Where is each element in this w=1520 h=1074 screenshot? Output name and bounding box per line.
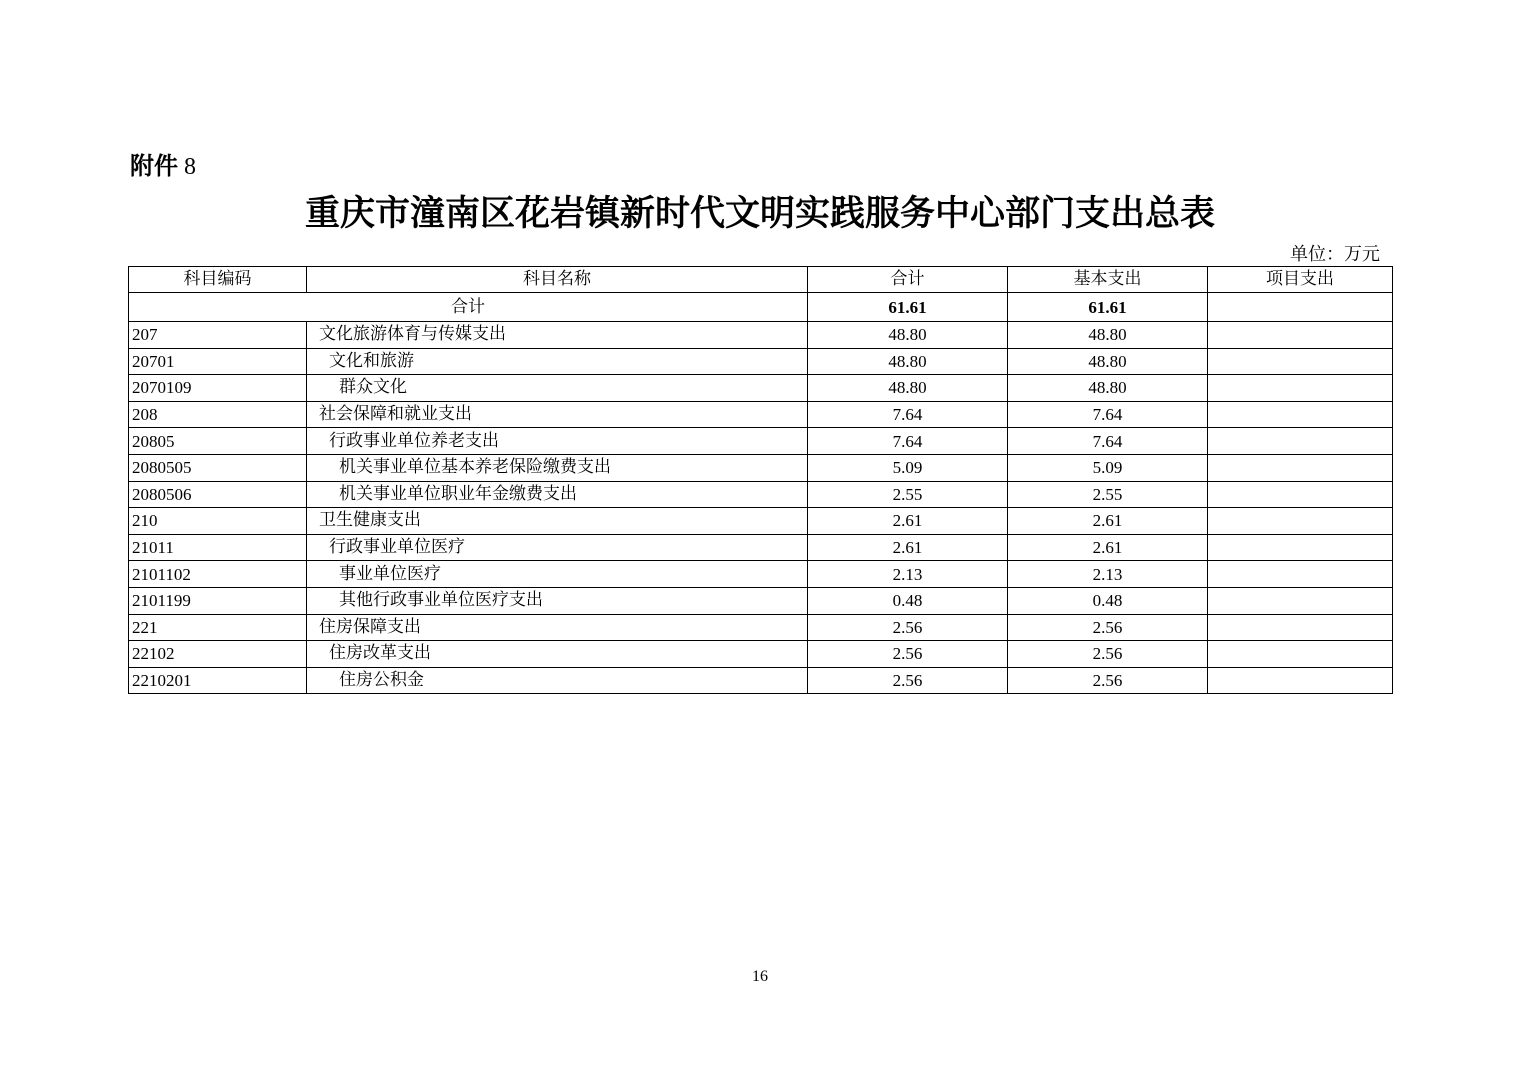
row-code: 20701	[129, 348, 307, 375]
row-project	[1208, 561, 1393, 588]
table-row	[129, 348, 1393, 375]
table-row	[129, 401, 1393, 428]
table-row	[129, 322, 1393, 349]
row-name: 机关事业单位基本养老保险缴费支出	[307, 454, 808, 481]
row-total: 48.80	[808, 348, 1008, 375]
row-total: 0.48	[808, 587, 1008, 614]
row-basic: 48.80	[1008, 348, 1208, 375]
attachment-number: 8	[184, 154, 196, 180]
row-name: 住房公积金	[307, 667, 808, 694]
row-total: 5.09	[808, 454, 1008, 481]
row-basic: 2.55	[1008, 481, 1208, 508]
row-name: 行政事业单位医疗	[307, 534, 808, 561]
table-row	[129, 428, 1393, 455]
row-total: 48.80	[808, 322, 1008, 349]
row-name: 事业单位医疗	[307, 561, 808, 588]
row-total: 2.61	[808, 534, 1008, 561]
row-project	[1208, 481, 1393, 508]
row-project	[1208, 641, 1393, 668]
table-row	[129, 481, 1393, 508]
table-row	[129, 614, 1393, 641]
row-project	[1208, 667, 1393, 694]
row-total: 2.56	[808, 641, 1008, 668]
row-total: 7.64	[808, 401, 1008, 428]
row-total: 2.13	[808, 561, 1008, 588]
row-code: 22102	[129, 641, 307, 668]
row-name: 社会保障和就业支出	[307, 401, 808, 428]
row-total: 2.61	[808, 508, 1008, 535]
row-project	[1208, 508, 1393, 535]
row-name: 卫生健康支出	[307, 508, 808, 535]
row-basic: 48.80	[1008, 375, 1208, 402]
row-total: 2.56	[808, 667, 1008, 694]
header-project: 项目支出	[1208, 267, 1393, 293]
row-code: 2070109	[129, 375, 307, 402]
row-name: 机关事业单位职业年金缴费支出	[307, 481, 808, 508]
row-project	[1208, 401, 1393, 428]
row-name: 文化和旅游	[307, 348, 808, 375]
row-basic: 2.61	[1008, 508, 1208, 535]
row-code: 2101102	[129, 561, 307, 588]
total-row	[129, 293, 1393, 322]
row-total: 2.56	[808, 614, 1008, 641]
row-name: 住房改革支出	[307, 641, 808, 668]
row-code: 2080506	[129, 481, 307, 508]
table-row	[129, 561, 1393, 588]
header-code: 科目编码	[129, 267, 307, 293]
row-project	[1208, 322, 1393, 349]
table-row	[129, 508, 1393, 535]
row-basic: 5.09	[1008, 454, 1208, 481]
row-basic: 2.13	[1008, 561, 1208, 588]
row-basic: 7.64	[1008, 401, 1208, 428]
row-name: 群众文化	[307, 375, 808, 402]
row-project	[1208, 454, 1393, 481]
row-basic: 0.48	[1008, 587, 1208, 614]
total-label: 合计	[129, 293, 808, 322]
header-total: 合计	[808, 267, 1008, 293]
row-total: 7.64	[808, 428, 1008, 455]
row-project	[1208, 614, 1393, 641]
attachment-label	[130, 146, 196, 181]
row-code: 221	[129, 614, 307, 641]
table-row	[129, 454, 1393, 481]
table-row	[129, 587, 1393, 614]
row-total: 48.80	[808, 375, 1008, 402]
attachment-text: 附件	[130, 152, 178, 180]
row-project	[1208, 534, 1393, 561]
row-project	[1208, 348, 1393, 375]
row-code: 207	[129, 322, 307, 349]
row-code: 2080505	[129, 454, 307, 481]
header-basic: 基本支出	[1008, 267, 1208, 293]
row-code: 210	[129, 508, 307, 535]
total-basic: 61.61	[1008, 293, 1208, 322]
row-code: 208	[129, 401, 307, 428]
row-basic: 48.80	[1008, 322, 1208, 349]
row-project	[1208, 375, 1393, 402]
row-name: 行政事业单位养老支出	[307, 428, 808, 455]
expenditure-table	[128, 266, 1393, 694]
row-code: 2101199	[129, 587, 307, 614]
table-row	[129, 641, 1393, 668]
row-basic: 7.64	[1008, 428, 1208, 455]
row-name: 住房保障支出	[307, 614, 808, 641]
unit-label: 单位：万元	[1290, 244, 1380, 265]
total-project	[1208, 293, 1393, 322]
row-basic: 2.61	[1008, 534, 1208, 561]
row-project	[1208, 587, 1393, 614]
table-row	[129, 534, 1393, 561]
row-code: 21011	[129, 534, 307, 561]
page-number: 16	[752, 968, 768, 985]
table-row	[129, 667, 1393, 694]
total-total: 61.61	[808, 293, 1008, 322]
page-title: 重庆市潼南区花岩镇新时代文明实践服务中心部门支出总表	[304, 193, 1215, 234]
row-basic: 2.56	[1008, 614, 1208, 641]
row-basic: 2.56	[1008, 667, 1208, 694]
row-name: 其他行政事业单位医疗支出	[307, 587, 808, 614]
header-name: 科目名称	[307, 267, 808, 293]
row-total: 2.55	[808, 481, 1008, 508]
row-project	[1208, 428, 1393, 455]
row-basic: 2.56	[1008, 641, 1208, 668]
row-code: 20805	[129, 428, 307, 455]
row-code: 2210201	[129, 667, 307, 694]
table-row	[129, 375, 1393, 402]
row-name: 文化旅游体育与传媒支出	[307, 322, 808, 349]
table-header-row	[129, 267, 1393, 293]
